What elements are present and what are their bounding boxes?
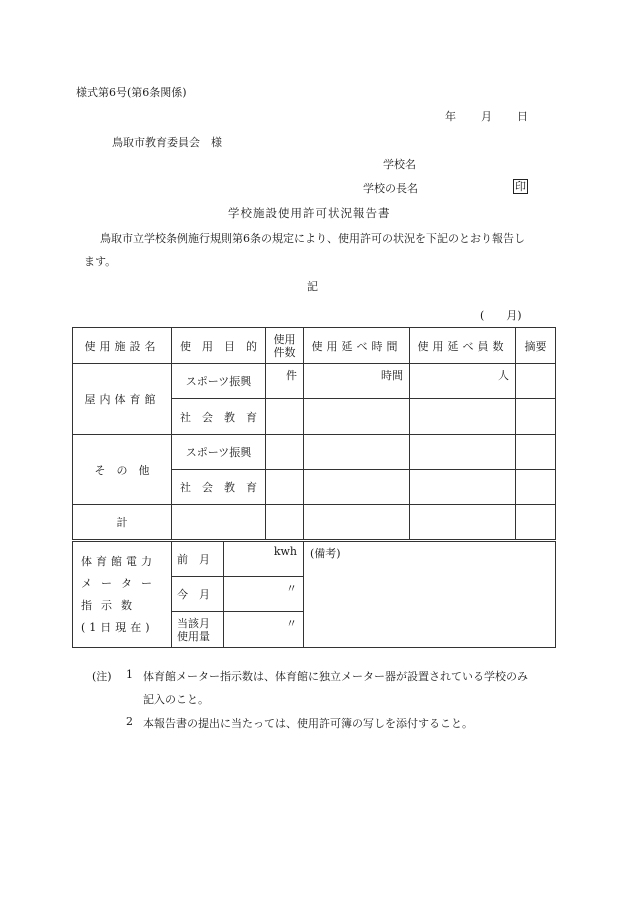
persons-cell[interactable]	[410, 435, 516, 470]
hours-cell[interactable]	[304, 399, 410, 435]
notes-label: (注)	[92, 670, 112, 683]
persons-cell[interactable]	[410, 470, 516, 505]
remarks-label: (備考)	[310, 547, 341, 560]
remarks-cell[interactable]	[516, 364, 556, 399]
remarks-cell[interactable]	[516, 435, 556, 470]
principal-name-label: 学校の長名	[363, 182, 418, 195]
purpose-total-cell	[172, 505, 266, 540]
this-month-value[interactable]	[224, 577, 304, 612]
meter-label-line2: メーター	[81, 576, 161, 590]
facility-gym: 屋内体育館	[73, 364, 172, 435]
body-line-1: 鳥取市立学校条例施行規則第6条の規定により、使用許可の状況を下記のとおり報告し	[100, 232, 525, 245]
table-row	[73, 435, 556, 470]
meter-table	[72, 541, 556, 648]
purpose-social: 社 会 教 育	[172, 470, 266, 505]
prev-month-label: 前 月	[172, 542, 224, 577]
count-cell[interactable]	[266, 435, 304, 470]
count-cell[interactable]	[266, 470, 304, 505]
count-cell[interactable]	[266, 505, 304, 540]
seal-mark	[513, 179, 528, 194]
unit-persons: 人	[498, 369, 509, 382]
unit-kwh: kwh	[273, 545, 297, 558]
persons-cell[interactable]	[410, 505, 516, 540]
ditto-mark: 〃	[286, 582, 297, 595]
hours-cell[interactable]	[304, 470, 410, 505]
purpose-sports: スポーツ振興	[172, 364, 266, 399]
header-purpose: 使 用 目 的	[172, 328, 266, 364]
usage-table	[72, 327, 556, 540]
date-month-label: 月	[481, 110, 492, 123]
form-number: 様式第6号(第6条関係)	[76, 86, 187, 99]
persons-cell[interactable]	[410, 399, 516, 435]
meter-label-line1: 体育館電力	[81, 554, 156, 568]
remarks-cell[interactable]	[516, 505, 556, 540]
remarks-cell[interactable]	[516, 470, 556, 505]
facility-other: そ の 他	[73, 435, 172, 505]
remarks-cell[interactable]	[516, 399, 556, 435]
report-month-field: ( 月)	[480, 309, 522, 322]
header-facility: 使用施設名	[73, 328, 172, 364]
note-1-line-1: 体育館メーター指示数は、体育館に独立メーター器が設置されている学校のみ	[143, 670, 528, 683]
meter-label	[73, 542, 172, 648]
usage-label-line1: 当該月	[177, 616, 210, 630]
usage-value[interactable]	[224, 612, 304, 648]
prev-month-value[interactable]	[224, 542, 304, 577]
hours-cell[interactable]	[304, 505, 410, 540]
count-cell[interactable]	[266, 399, 304, 435]
header-remarks: 摘要	[516, 328, 556, 364]
usage-label-line2: 使用量	[177, 629, 210, 643]
table-total-row	[73, 505, 556, 540]
header-count: 使用件数	[266, 328, 304, 364]
this-month-label: 今 月	[172, 577, 224, 612]
seal-text: 印	[515, 180, 526, 193]
school-name-label: 学校名	[383, 158, 416, 171]
meter-label-line4: (1日現在)	[81, 620, 154, 634]
header-hours: 使用延べ時間	[304, 328, 410, 364]
note-2-number: 2	[126, 715, 133, 728]
ki-heading: 記	[307, 280, 318, 293]
meter-row-prev	[73, 542, 556, 577]
meter-remarks[interactable]	[304, 542, 556, 648]
usage-label	[172, 612, 224, 648]
persons-cell[interactable]	[410, 364, 516, 399]
note-2-text: 本報告書の提出に当たっては、使用許可簿の写しを添付すること。	[143, 717, 473, 730]
note-1-number: 1	[126, 668, 133, 681]
body-line-2: ます。	[84, 255, 117, 268]
purpose-sports: スポーツ振興	[172, 435, 266, 470]
count-cell[interactable]	[266, 364, 304, 399]
addressee: 鳥取市教育委員会 様	[112, 136, 222, 149]
purpose-social: 社 会 教 育	[172, 399, 266, 435]
note-1-line-2: 記入のこと。	[143, 693, 209, 706]
meter-label-line3: 指示数	[81, 598, 141, 612]
hours-cell[interactable]	[304, 435, 410, 470]
unit-hours: 時間	[381, 369, 403, 382]
facility-total: 計	[73, 505, 172, 540]
table-header-row	[73, 328, 556, 364]
document-title: 学校施設使用許可状況報告書	[228, 206, 391, 220]
hours-cell[interactable]	[304, 364, 410, 399]
unit-count: 件	[286, 369, 297, 382]
header-persons: 使用延べ員数	[410, 328, 516, 364]
date-year-label: 年	[445, 110, 456, 123]
ditto-mark: 〃	[286, 617, 297, 630]
date-day-label: 日	[517, 110, 528, 123]
table-row	[73, 364, 556, 399]
